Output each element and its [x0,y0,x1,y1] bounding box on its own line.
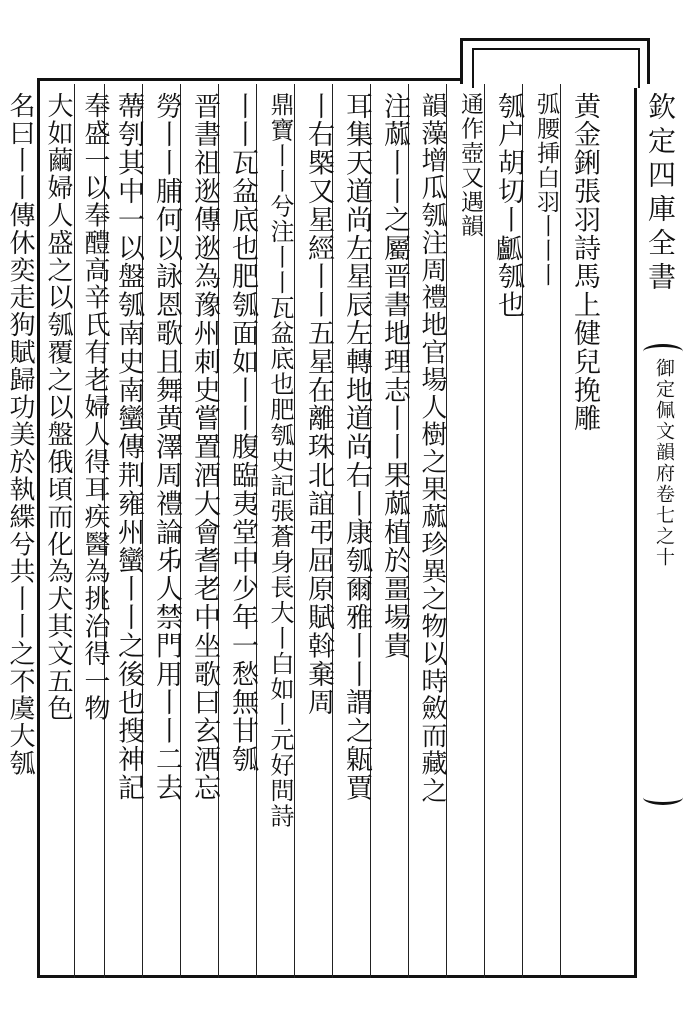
text-column: 蔕刳其中一以盤瓠南史南蠻傳荆雍州蠻丨丨之後也搜神記 [113,92,144,802]
text-column: 丨右槩又星經丨丨五星在離珠北誼弔屈原賦斡棄周 [303,92,334,717]
text-column: 晋書祖逖傳逖為豫州刺史嘗置酒大會耆老中坐歌曰玄酒忘 [189,92,220,802]
text-column: 黄金鋓張羽詩馬上健兒挽雕 [569,92,600,433]
fishtail-mark-bottom [643,790,683,805]
section-label [645,358,683,568]
text-column: 弧腰挿白羽丨丨丨 [533,92,559,288]
fishtail-mark [643,344,683,359]
header-tab-inner [472,48,640,88]
volume-label: 卷七之十 [653,484,675,568]
text-column: 注蓏丨丨之屬晋書地理志丨丨果蓏植於畺場貴 [379,92,410,660]
text-column: 韻藻增瓜瓠注周禮地官場人樹之果蓏珍異之物以時斂而藏之 [417,92,447,805]
text-column: 瓠户胡切丨𤬛瓠也 [493,92,524,320]
text-column: 鼎寶丨丨兮注丨丨瓦盆底也肥瓠史記張蒼身長大丨白如丨元好問詩 [266,92,294,829]
text-column: 大如繭婦人盛之以瓠覆之以盤俄頃而化為犬其文五色 [43,92,73,723]
text-column: 丨丨瓦盆底也肥瓠面如丨丨腹臨夷堂中少年一愁無甘瓠 [227,92,258,774]
text-column: 名曰丨丨傳休奕走狗賦歸功美於執緤兮共丨丨之不虞大瓠 [5,92,35,777]
text-column: 奉盛一以奉醴高辛氏有老婦人得耳疾醫為挑治得一物 [80,92,110,723]
collection-title: 欽定四庫全書 [644,92,677,296]
section-name: 御定佩文韻府 [653,358,675,484]
text-column: 通作壺又遇韻 [457,92,483,239]
text-column: 耳集天道尚左星辰左轉地道尚右丨康瓠爾雅丨丨謂之甈賈 [341,92,372,802]
text-column: 勞丨丨脯何以詠恩歌且舞黄澤周禮論𠂔人禁門用丨丨二去 [151,92,182,802]
